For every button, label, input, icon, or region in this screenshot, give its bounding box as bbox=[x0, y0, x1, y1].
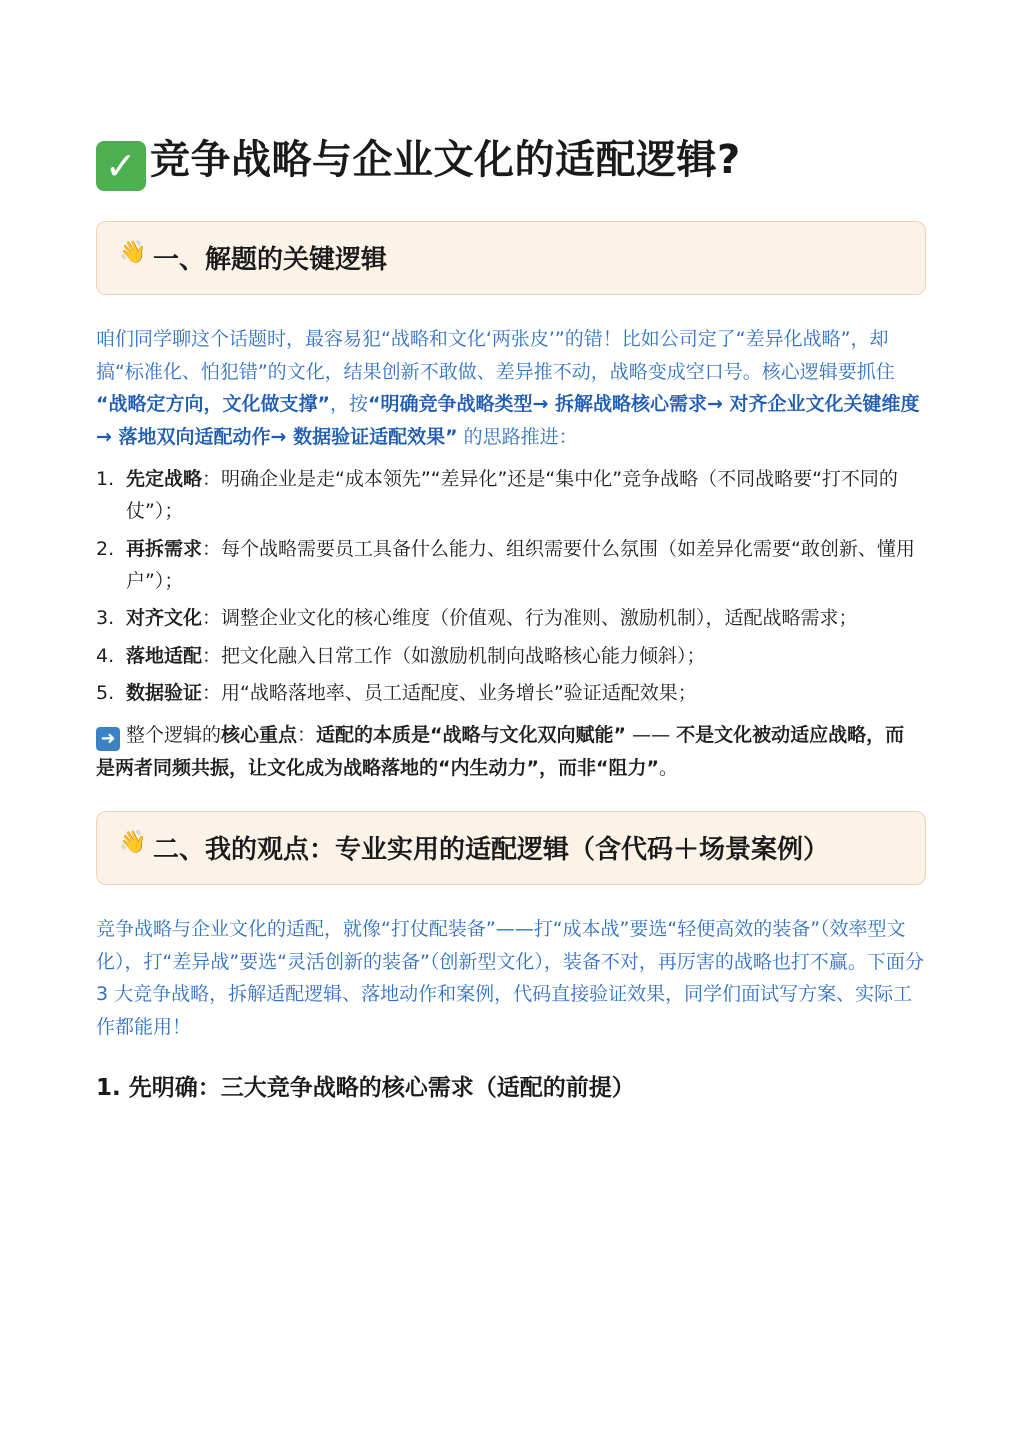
list-item bbox=[96, 677, 926, 709]
list-item-number: 4. bbox=[96, 645, 115, 667]
section-header-1-label: 一、解题的关键逻辑 bbox=[153, 245, 388, 275]
right-arrow-icon: ➜ bbox=[96, 727, 120, 751]
conclusion-bold-2: 不是文化被动适应战略，而是两者同频共振，让文化成为战略落地的“内生动力”，而非“阻力” bbox=[96, 724, 905, 779]
list-item-text: ：调整企业文化的核心维度（价值观、行为准则、激励机制），适配战略需求； bbox=[202, 607, 858, 629]
section-header-2-label: 二、我的观点：专业实用的适配逻辑（含代码＋场景案例） bbox=[153, 835, 830, 865]
list-item-text: ：明确企业是走“成本领先”“差异化”还是“集中化”竞争战略（不同战略要“打不同的仗”）； bbox=[126, 468, 898, 522]
list-item-text: ：用“战略落地率、员工适配度、业务增长”验证适配效果； bbox=[202, 682, 697, 704]
intro-bold-1: “战略定方向，文化做支撑” bbox=[96, 393, 330, 415]
intro-bold-2: “明确竞争战略类型→ 拆解战略核心需求→ 对齐企业文化关键维度→ 落地双向适配动作→ 数据验证适配效果” bbox=[96, 393, 920, 448]
intro-text-1: 咱们同学聊这个话题时，最容易犯“战略和文化‘两张皮’”的错！比如公司定了“差异化战略”，却搞“标准化、怕犯错”的文化，结果创新不敢做、差异推不动，战略变成空口号。核心逻辑要抓住 bbox=[96, 328, 895, 383]
waving-hand-icon: 👋 bbox=[119, 240, 147, 265]
check-mark-button-icon: ✓ bbox=[96, 141, 146, 191]
list-item-bold: 数据验证 bbox=[126, 682, 203, 704]
list-item-number: 3. bbox=[96, 607, 115, 629]
conclusion-paragraph bbox=[96, 719, 906, 785]
page-title-text: 竞争战略与企业文化的适配逻辑? bbox=[150, 137, 741, 183]
conclusion-dash: —— bbox=[632, 724, 671, 746]
list-item bbox=[96, 533, 926, 597]
list-item-bold: 落地适配 bbox=[126, 645, 203, 667]
list-item-number: 5. bbox=[96, 682, 115, 704]
list-item-number: 2. bbox=[96, 538, 115, 560]
list-item bbox=[96, 640, 926, 672]
subheading: 1. 先明确：三大竞争战略的核心需求（适配的前提） bbox=[96, 1075, 635, 1101]
section-header-2 bbox=[96, 811, 926, 885]
list-item bbox=[96, 602, 926, 634]
conclusion-colon: ： bbox=[297, 724, 317, 746]
intro-paragraph bbox=[96, 323, 928, 453]
list-item bbox=[96, 463, 926, 527]
list-item-bold: 先定战略 bbox=[126, 468, 203, 490]
page-title bbox=[96, 128, 936, 192]
section-header-1 bbox=[96, 221, 926, 295]
conclusion-prefix: 整个逻辑的 bbox=[126, 724, 222, 746]
list-item-bold: 对齐文化 bbox=[126, 607, 203, 629]
intro-text-3: 的思路推进： bbox=[457, 425, 578, 448]
conclusion-bold-1: 适配的本质是“战略与文化双向赋能” bbox=[316, 724, 627, 746]
opinion-paragraph: 竞争战略与企业文化的适配，就像“打仗配装备”——打“成本战”要选“轻便高效的装备”（效率型文化），打“差异战”要选“灵活创新的装备”（创新型文化），装备不对，再厉害的战略也打不赢。下面分 3 大竞争战略，拆解适配逻辑、落地动作和案例，代码直接验证效果，同学们面试写方案、实际工作都能用！ bbox=[96, 918, 924, 1038]
list-item-text: ：把文化融入日常工作（如激励机制向战略核心能力倾斜）； bbox=[202, 645, 706, 667]
intro-text-2: ，按 bbox=[329, 393, 368, 415]
waving-hand-icon: 👋 bbox=[119, 830, 147, 855]
conclusion-end: 。 bbox=[658, 757, 678, 779]
list-item-bold: 再拆需求 bbox=[126, 538, 203, 560]
list-item-number: 1. bbox=[96, 468, 115, 490]
list-item-text: ：每个战略需要员工具备什么能力、组织需要什么氛围（如差异化需要“敢创新、懂用户”）； bbox=[126, 538, 915, 592]
conclusion-key: 核心重点 bbox=[221, 724, 298, 746]
